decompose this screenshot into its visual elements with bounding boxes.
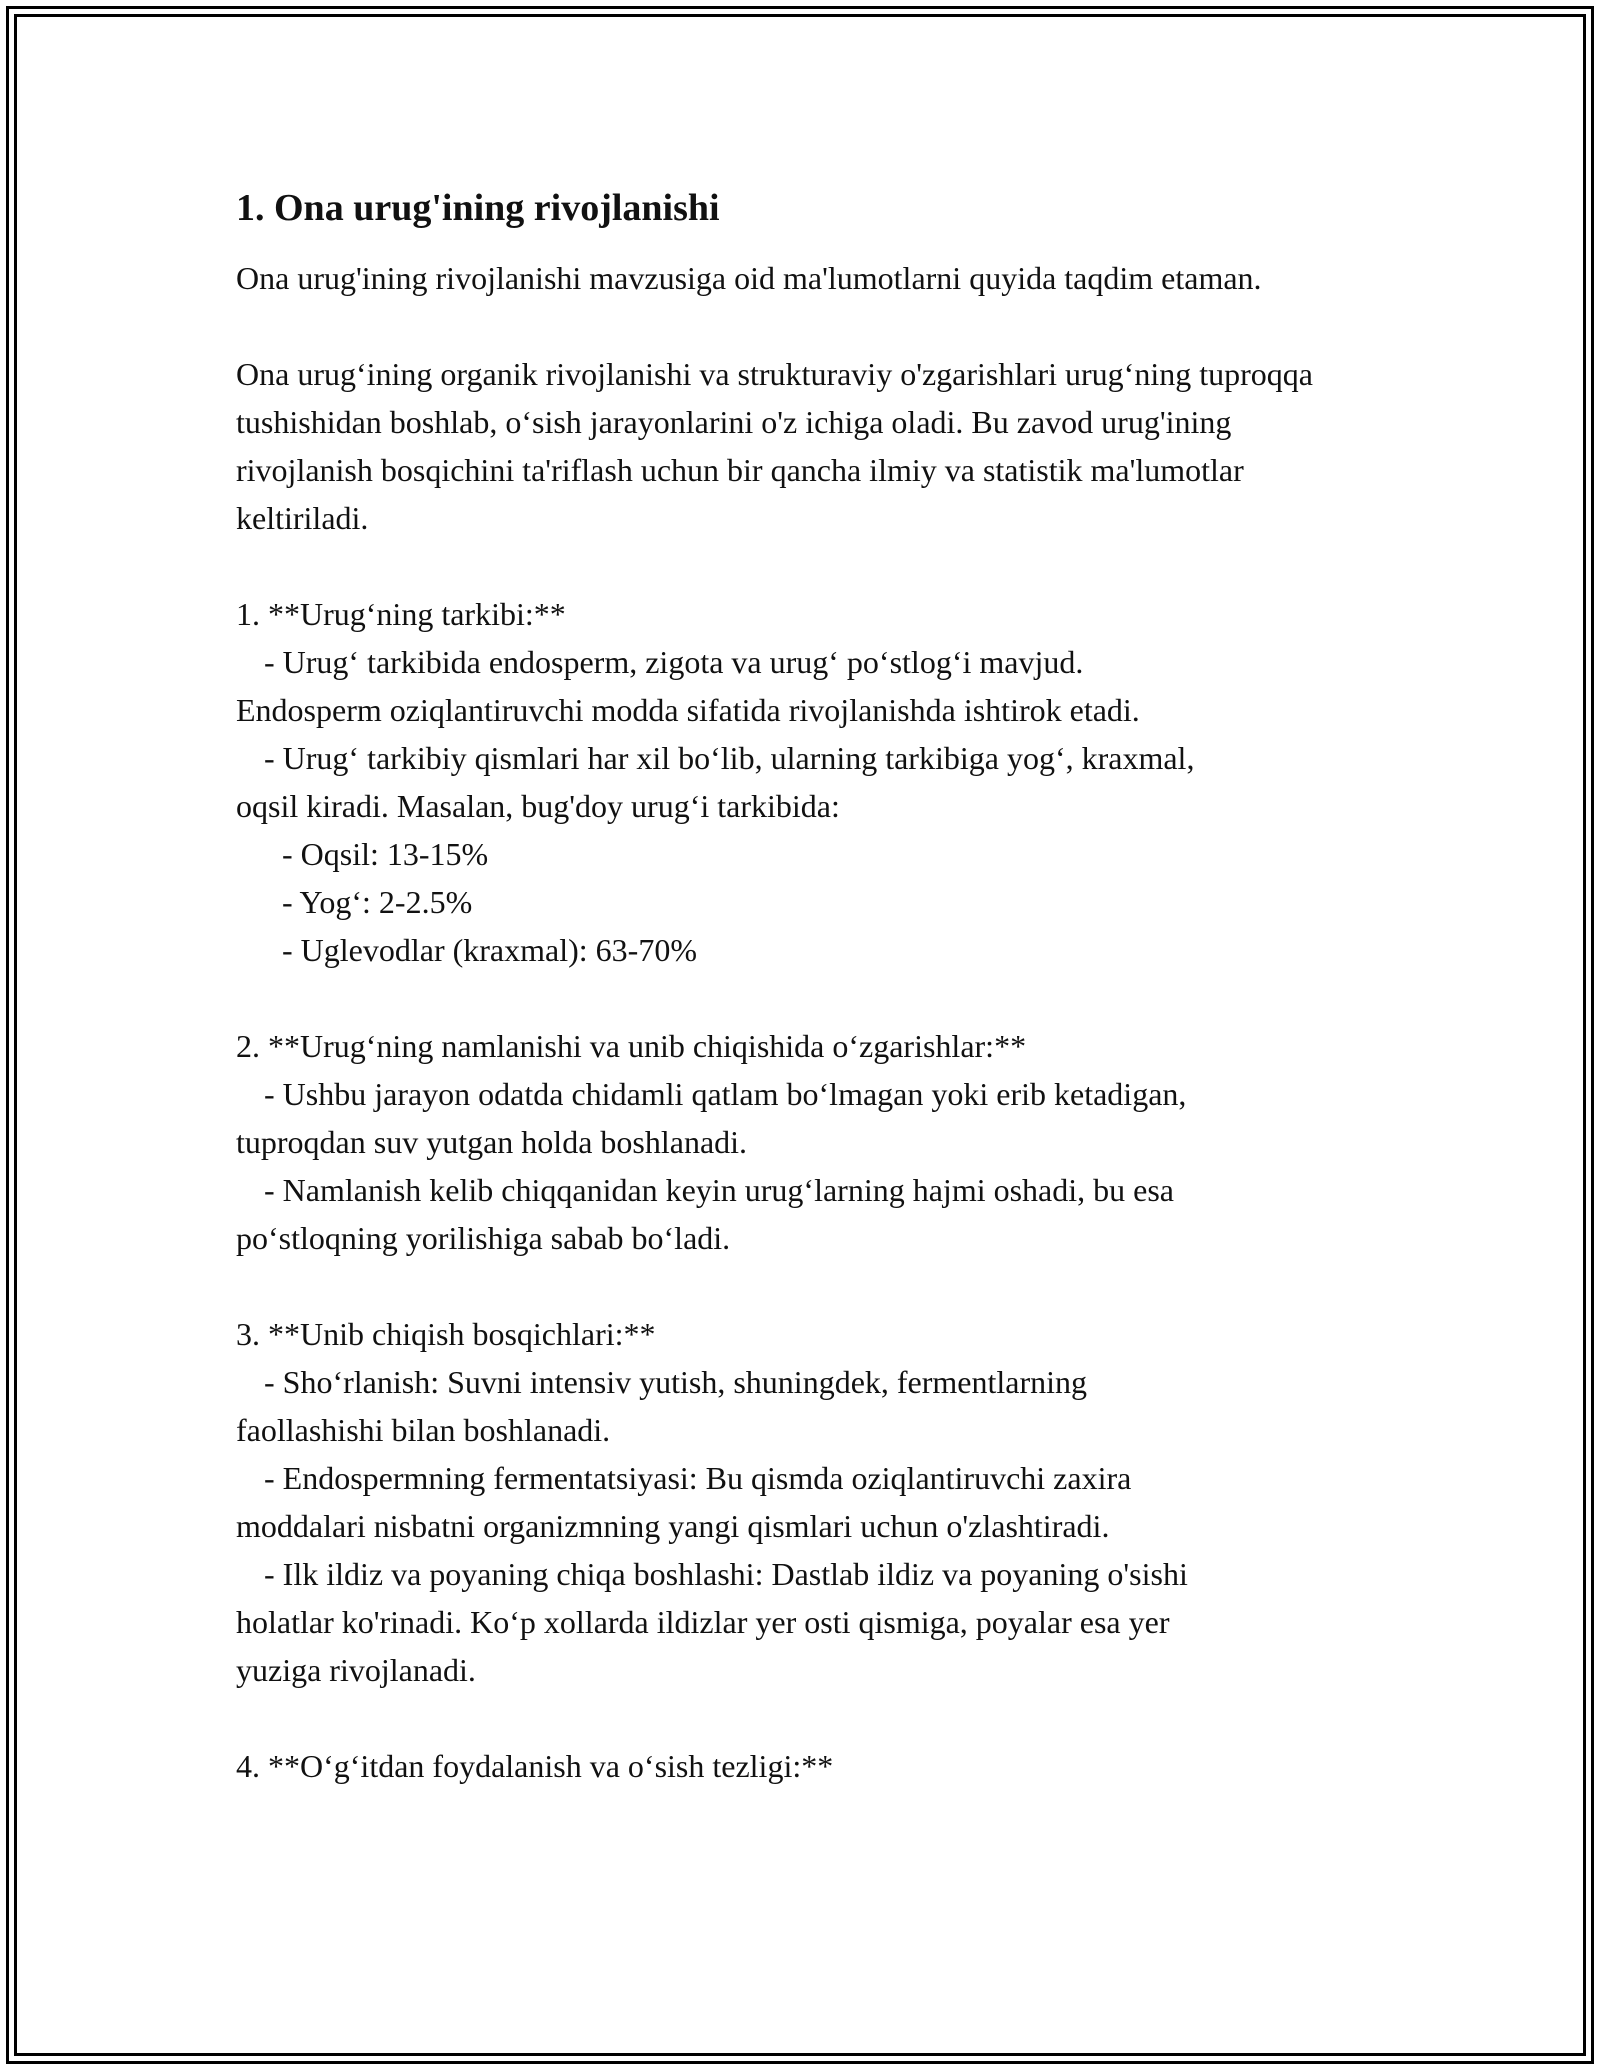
spacer <box>236 1262 1376 1310</box>
section-heading: 3. **Unib chiqish bosqichlari:** <box>236 1316 656 1352</box>
spacer <box>236 302 1376 350</box>
spacer <box>236 974 1376 1022</box>
sub-list-item: - Uglevodlar (kraxmal): 63-70% <box>282 932 697 968</box>
list-item-continuation: Endosperm oziqlantiruvchi modda sifatida rivojlanishda ishtirok etadi. <box>236 692 1140 728</box>
section-heading: 1. **Urug‘ning tarkibi:** <box>236 596 566 632</box>
list-item-continuation: holatlar ko'rinadi. Ko‘p xollarda ildizlar yer osti qismiga, poyalar esa yer <box>236 1604 1170 1640</box>
list-item: - Sho‘rlanish: Suvni intensiv yutish, shuningdek, fermentlarning <box>264 1364 1088 1400</box>
list-item: - Urug‘ tarkibida endosperm, zigota va urug‘ po‘stlog‘i mavjud. <box>264 644 1084 680</box>
list-item-continuation: po‘stloqning yorilishiga sabab bo‘ladi. <box>236 1220 731 1256</box>
overview-paragraph: Ona urug‘ining organik rivojlanishi va strukturaviy o'zgarishlari urug‘ning tuproqqa tushishidan boshlab, o‘sish jarayonlarini o'z ichiga oladi. Bu zavod urug'ining rivojlanish bosqichini ta'riflash uchun bir qancha ilmiy va statistik ma'lumotlar keltiriladi. <box>236 356 1313 536</box>
list-item: - Endospermning fermentatsiyasi: Bu qismda oziqlantiruvchi zaxira <box>264 1460 1132 1496</box>
section-fertilizer <box>236 1742 1376 1790</box>
list-item: - Ilk ildiz va poyaning chiqa boshlashi: Dastlab ildiz va poyaning o'sishi <box>264 1556 1188 1592</box>
sub-list-item: - Oqsil: 13-15% <box>282 836 489 872</box>
spacer <box>236 1694 1376 1742</box>
list-item-continuation: faollashishi bilan boshlanadi. <box>236 1412 611 1448</box>
spacer <box>236 542 1376 590</box>
section-heading: 2. **Urug‘ning namlanishi va unib chiqishida o‘zgarishlar:** <box>236 1028 1027 1064</box>
list-item-continuation: moddalari nisbatni organizmning yangi qismlari uchun o'zlashtiradi. <box>236 1508 1110 1544</box>
document-body <box>236 184 1376 1790</box>
sub-list-item: - Yog‘: 2-2.5% <box>282 884 473 920</box>
document-title: 1. Ona urug'ining rivojlanishi <box>236 187 720 229</box>
list-item: - Ushbu jarayon odatda chidamli qatlam bo‘lmagan yoki erib ketadigan, <box>264 1076 1187 1112</box>
section-heading: 4. **O‘g‘itdan foydalanish va o‘sish tezligi:** <box>236 1748 834 1784</box>
section-moistening <box>236 1022 1376 1262</box>
list-item-continuation: yuziga rivojlanadi. <box>236 1652 476 1688</box>
section-germination-stages <box>236 1310 1376 1694</box>
intro-paragraph: Ona urug'ining rivojlanishi mavzusiga oid ma'lumotlarni quyida taqdim etaman. <box>236 260 1262 296</box>
list-item: - Namlanish kelib chiqqanidan keyin urug‘larning hajmi oshadi, bu esa <box>264 1172 1174 1208</box>
list-item: - Urug‘ tarkibiy qismlari har xil bo‘lib, ularning tarkibiga yog‘, kraxmal, <box>264 740 1195 776</box>
section-composition <box>236 590 1376 974</box>
list-item-continuation: tuproqdan suv yutgan holda boshlanadi. <box>236 1124 748 1160</box>
list-item-continuation: oqsil kiradi. Masalan, bug'doy urug‘i tarkibida: <box>236 788 840 824</box>
